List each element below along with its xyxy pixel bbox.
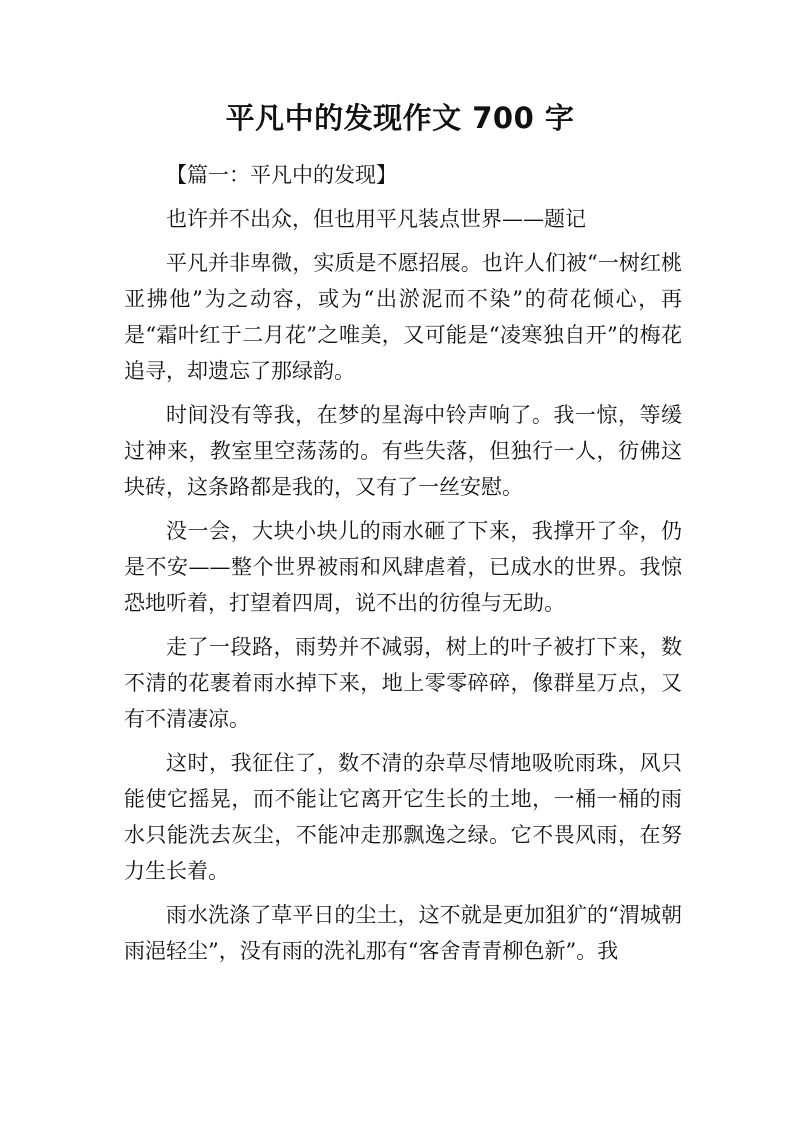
document-title: 平凡中的发现作文 700 字 — [225, 101, 575, 135]
epigraph: 也许并不出众，但也用平凡装点世界——题记 — [166, 207, 586, 231]
paragraph: 这时，我征住了，数不清的杂草尽情地吸吮雨珠，风只能使它摇晃，而不能让它离开它生长的土地，一桶一桶的雨水只能洗去灰尘，不能冲走那飘逸之绿。它不畏风雨，在努力生长着。 — [124, 751, 682, 883]
paragraph: 平凡并非卑微，实质是不愿招展。也许人们被“一树红桃亚拂他”为之动容，或为“出淤泥而不染”的荷花倾心，再是“霜叶红于二月花”之唯美，又可能是“凌寒独自开”的梅花追寻，却遗忘了那绿韵。 — [124, 251, 682, 383]
paragraph: 时间没有等我，在梦的星海中铃声响了。我一惊，等缓过神来，教室里空荡荡的。有些失落，但独行一人，彷佛这块砖，这条路都是我的，又有了一丝安慰。 — [124, 403, 682, 499]
paragraph: 没一会，大块小块儿的雨水砸了下来，我撑开了伞，仍是不安——整个世界被雨和风肆虐着，已成水的世界。我惊恐地听着，打望着四周，说不出的彷徨与无助。 — [124, 519, 682, 615]
document-body — [124, 157, 682, 977]
section-heading: 【篇一：平凡中的发现】 — [166, 163, 397, 187]
paragraph: 雨水洗涤了草平日的尘土，这不就是更加狙犷的“渭城朝雨浥轻尘”，没有雨的洗礼那有“客舍青青柳色新”。我 — [124, 903, 682, 963]
paragraph: 走了一段路，雨势并不减弱，树上的叶子被打下来，数不清的花裹着雨水掉下来，地上零零碎碎，像群星万点，又有不清凄凉。 — [124, 635, 682, 731]
